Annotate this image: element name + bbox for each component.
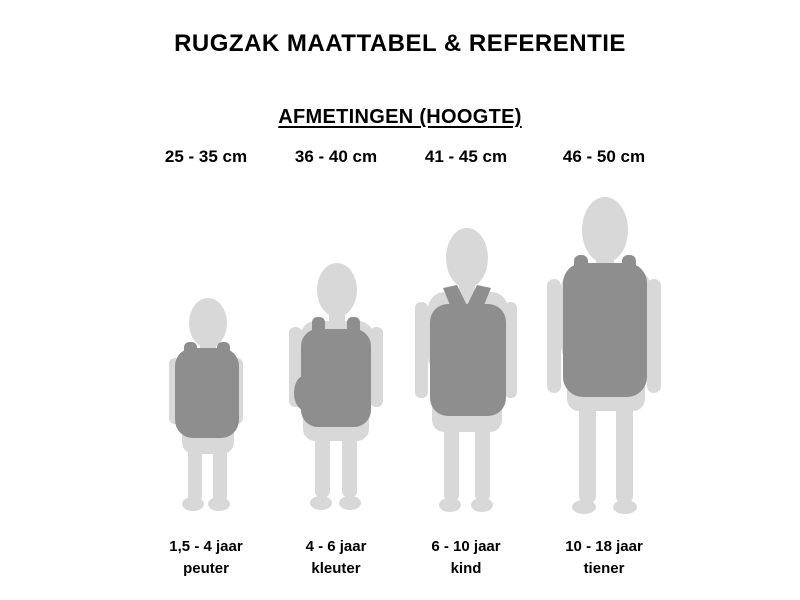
age-label-4: [529, 536, 679, 580]
size-range-label-1: 25 - 35 cm: [164, 147, 248, 166]
left-arm: [415, 302, 428, 398]
toddler-silhouette: [151, 298, 261, 512]
left-foot: [182, 497, 204, 511]
right-foot: [613, 500, 637, 514]
left-leg: [579, 401, 596, 504]
size-range-label-4: 46 - 50 cm: [562, 147, 646, 166]
left-leg: [315, 435, 330, 498]
dimensions-heading: AFMETINGEN (HOOGTE): [278, 106, 522, 128]
head: [582, 197, 628, 263]
backpack-xlarge: [563, 255, 647, 397]
teen-silhouette: [534, 197, 674, 514]
pack-body: [563, 263, 647, 397]
age-range: 6 - 10 jaar: [431, 538, 501, 555]
left-leg: [444, 426, 459, 502]
size-range-label-3: 41 - 45 cm: [424, 147, 508, 166]
right-foot: [471, 498, 493, 512]
age-label-2: [261, 536, 411, 580]
right-leg: [342, 435, 357, 498]
age-range: 10 - 18 jaar: [565, 538, 643, 555]
page-title: RUGZAK MAATTABEL & REFERENTIE: [174, 30, 626, 57]
preschooler-silhouette: [276, 263, 396, 512]
age-group: kleuter: [311, 560, 361, 577]
size-range-label-2: 36 - 40 cm: [294, 147, 378, 166]
head: [446, 228, 488, 288]
age-range: 1,5 - 4 jaar: [169, 538, 243, 555]
left-foot: [572, 500, 596, 514]
left-arm: [547, 279, 561, 393]
age-label-3: [391, 536, 541, 580]
right-leg: [616, 401, 633, 504]
age-label-1: [131, 536, 281, 580]
right-leg: [213, 446, 227, 502]
age-group: tiener: [583, 560, 625, 577]
age-range: 4 - 6 jaar: [305, 538, 367, 555]
head: [317, 263, 357, 317]
left-foot: [310, 496, 332, 510]
head: [189, 298, 227, 348]
right-foot: [339, 496, 361, 510]
right-arm: [647, 279, 661, 393]
pack-body: [430, 304, 506, 416]
right-arm: [370, 327, 383, 407]
backpack-small: [175, 342, 239, 438]
side-pocket: [294, 376, 314, 410]
age-group: peuter: [183, 560, 229, 577]
child-silhouette: [401, 228, 531, 512]
age-group: kind: [450, 560, 482, 577]
right-leg: [475, 426, 490, 502]
pack-body: [175, 348, 239, 438]
left-leg: [188, 446, 202, 502]
right-foot: [208, 497, 230, 511]
left-foot: [439, 498, 461, 512]
pack-body: [301, 329, 371, 427]
